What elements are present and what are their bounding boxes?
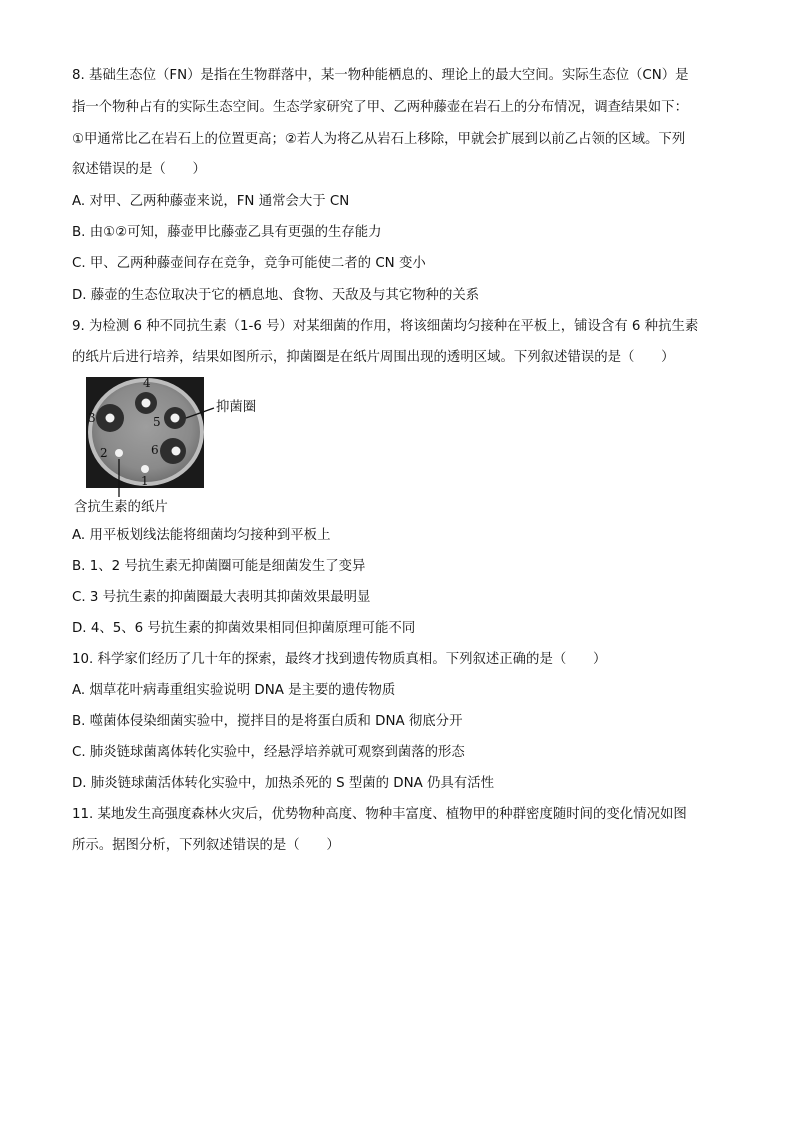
q9-stem-line-2: 的纸片后进行培养，结果如图所示，抑菌圈是在纸片周围出现的透明区域。下列叙述错误的是（ ） bbox=[72, 350, 675, 365]
q10-option-c: C. 肺炎链球菌离体转化实验中，经悬浮培养就可观察到菌落的形态 bbox=[72, 745, 465, 760]
disc-number-5: 5 bbox=[153, 415, 161, 429]
q8-stem-line-2: 指一个物种占有的实际生态空间。生态学家研究了甲、乙两种藤壶在岩石上的分布情况，调查结果如下： bbox=[72, 100, 688, 115]
q8-option-d: D. 藤壶的生态位取决于它的栖息地、食物、天敌及与其它物种的关系 bbox=[72, 288, 480, 303]
paper-disc-label: 含抗生素的纸片 bbox=[74, 500, 168, 515]
q11-stem-line-2: 所示。据图分析，下列叙述错误的是（ ） bbox=[72, 838, 340, 853]
q11-stem-line-1: 11. 某地发生高强度森林火灾后，优势物种高度、物种丰富度、植物甲的种群密度随时间的变化情况如图 bbox=[72, 807, 687, 822]
q9-option-b: B. 1、2 号抗生素无抑菌圈可能是细菌发生了变异 bbox=[72, 559, 366, 574]
zone-leader-line bbox=[186, 408, 214, 418]
disc-number-2: 2 bbox=[100, 446, 108, 460]
q8-stem-line-1: 8. 基础生态位（FN）是指在生物群落中，某一物种能栖息的、理论上的最大空间。实际生态位（CN）是 bbox=[72, 68, 689, 83]
q8-option-a: A. 对甲、乙两种藤壶来说，FN 通常会大于 CN bbox=[72, 194, 350, 209]
q9-option-a: A. 用平板划线法能将细菌均匀接种到平板上 bbox=[72, 528, 331, 543]
q10-option-d: D. 肺炎链球菌活体转化实验中，加热杀死的 S 型菌的 DNA 仍具有活性 bbox=[72, 776, 494, 791]
q10-option-a: A. 烟草花叶病毒重组实验说明 DNA 是主要的遗传物质 bbox=[72, 683, 396, 698]
disc-number-1: 1 bbox=[141, 474, 149, 488]
disc-number-4: 4 bbox=[143, 377, 151, 390]
inhibition-zone-label: 抑菌圈 bbox=[216, 400, 257, 415]
q9-option-c: C. 3 号抗生素的抑菌圈最大表明其抑菌效果最明显 bbox=[72, 590, 371, 605]
q8-stem-line-3: ①甲通常比乙在岩石上的位置更高；②若人为将乙从岩石上移除，甲就会扩展到以前乙占领的区域。下列 bbox=[72, 132, 686, 147]
q8-stem-line-4: 叙述错误的是（ ） bbox=[72, 162, 206, 177]
q8-option-c: C. 甲、乙两种藤壶间存在竞争，竞争可能使二者的 CN 变小 bbox=[72, 256, 426, 271]
q10-option-b: B. 噬菌体侵染细菌实验中，搅拌目的是将蛋白质和 DNA 彻底分开 bbox=[72, 714, 463, 729]
q8-option-b: B. 由①②可知，藤壶甲比藤壶乙具有更强的生存能力 bbox=[72, 225, 382, 240]
disc-number-6: 6 bbox=[151, 443, 159, 457]
disc-number-3: 3 bbox=[88, 411, 96, 425]
q10-stem: 10. 科学家们经历了几十年的探索，最终才找到遗传物质真相。下列叙述正确的是（ ） bbox=[72, 652, 607, 667]
q9-stem-line-1: 9. 为检测 6 种不同抗生素（1-6 号）对某细菌的作用，将该细菌均匀接种在平板上，铺设含有 6 种抗生素 bbox=[72, 319, 699, 334]
q9-option-d: D. 4、5、6 号抗生素的抑菌效果相同但抑菌原理可能不同 bbox=[72, 621, 416, 636]
